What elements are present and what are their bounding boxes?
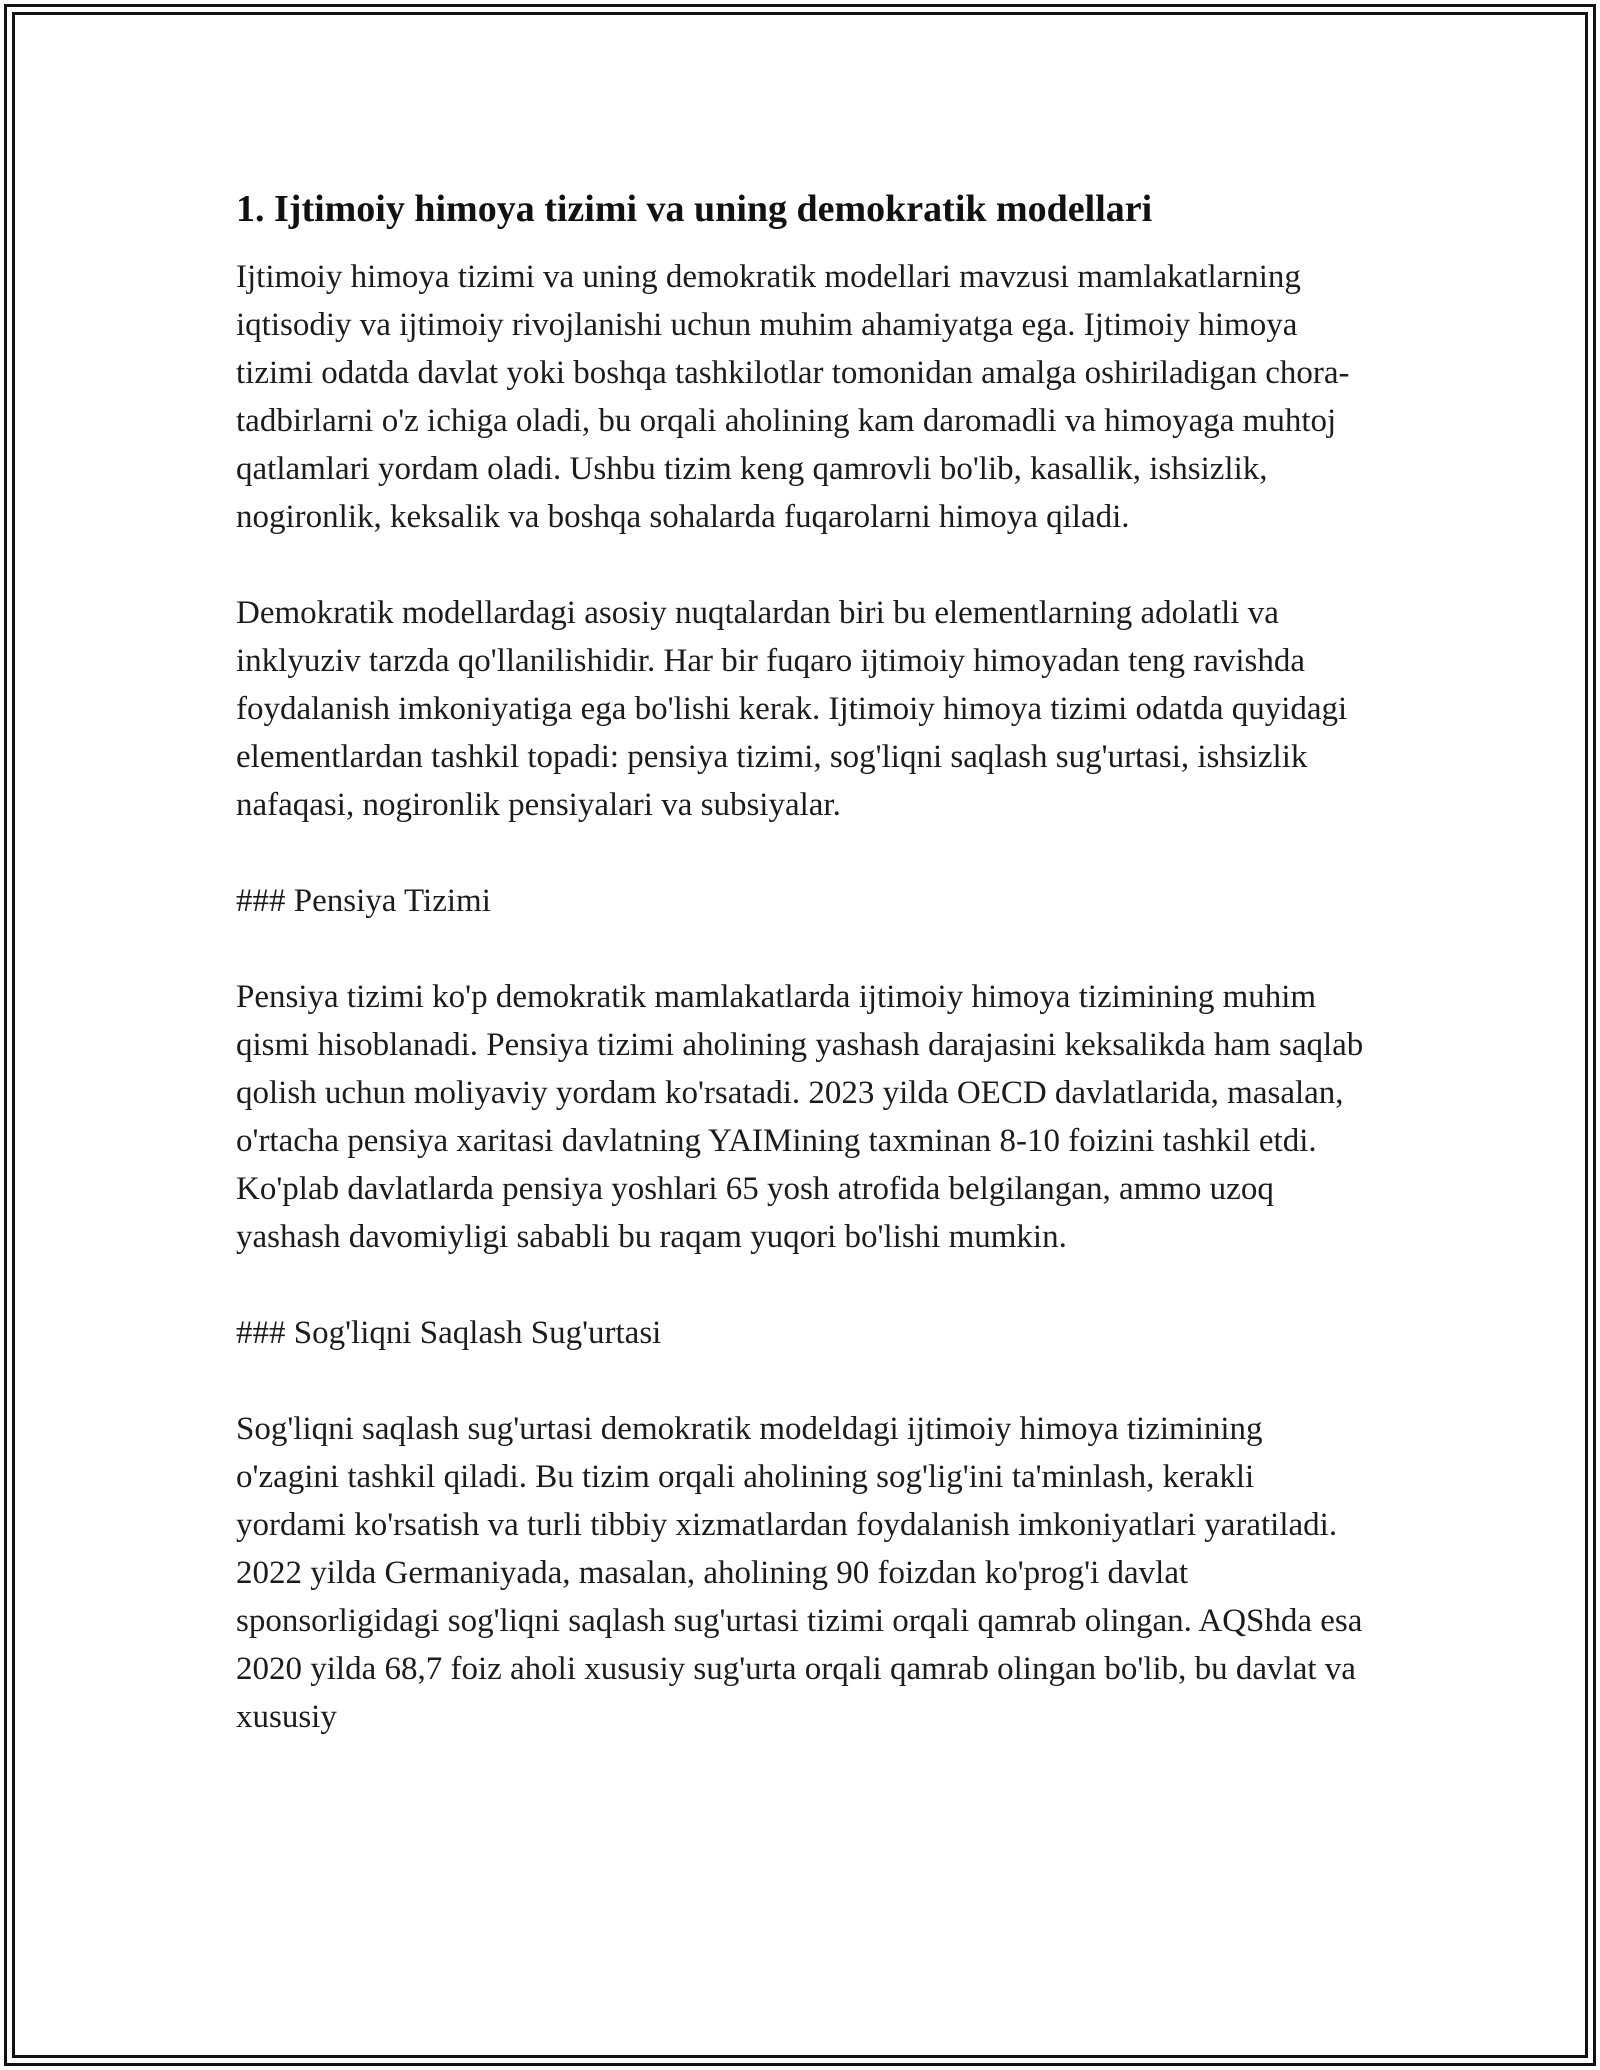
document-title: 1. Ijtimoiy himoya tizimi va uning demokratik modellari [236, 188, 1153, 230]
document-body [236, 185, 1366, 1789]
subheading-health-insurance: ### Sog'liqni Saqlash Sug'urtasi [236, 1315, 662, 1351]
paragraph-health-insurance: Sog'liqni saqlash sug'urtasi demokratik modeldagi ijtimoiy himoya tizimining o'zagini tashkil qiladi. Bu tizim orqali aholining sog'lig'ini ta'minlash, kerakli yordami ko'rsatish va turli tibbiy xizmatlardan foydalanish imkoniyatlari yaratiladi. 2022 yilda Germaniyada, masalan, aholining 90 foizdan ko'prog'i davlat sponsorligidagi sog'liqni saqlash sug'urtasi tizimi orqali qamrab olingan. AQShda esa 2020 yilda 68,7 foiz aholi xususiy sug'urta orqali qamrab olingan bo'lib, bu davlat va xususiy [236, 1411, 1363, 1735]
paragraph-pension-system: Pensiya tizimi ko'p demokratik mamlakatlarda ijtimoiy himoya tizimining muhim qismi hisoblanadi. Pensiya tizimi aholining yashash darajasini keksalikda ham saqlab qolish uchun moliyaviy yordam ko'rsatadi. 2023 yilda OECD davlatlarida, masalan, o'rtacha pensiya xaritasi davlatning YAIMining taxminan 8-10 foizini tashkil etdi. Ko'plab davlatlarda pensiya yoshlari 65 yosh atrofida belgilangan, ammo uzoq yashash davomiyligi sababli bu raqam yuqori bo'lishi mumkin. [236, 979, 1364, 1255]
paragraph-intro: Ijtimoiy himoya tizimi va uning demokratik modellari mavzusi mamlakatlarning iqtisodiy va ijtimoiy rivojlanishi uchun muhim ahamiyatga ega. Ijtimoiy himoya tizimi odatda davlat yoki boshqa tashkilotlar tomonidan amalga oshiriladigan chora-tadbirlarni o'z ichiga oladi, bu orqali aholining kam daromadli va himoyaga muhtoj qatlamlari yordam oladi. Ushbu tizim keng qamrovli bo'lib, kasallik, ishsizlik, nogironlik, keksalik va boshqa sohalarda fuqarolarni himoya qiladi. [236, 259, 1350, 535]
paragraph-democratic-models: Demokratik modellardagi asosiy nuqtalardan biri bu elementlarning adolatli va inklyuziv tarzda qo'llanilishidir. Har bir fuqaro ijtimoiy himoyadan teng ravishda foydalanish imkoniyatiga ega bo'lishi kerak. Ijtimoiy himoya tizimi odatda quyidagi elementlardan tashkil topadi: pensiya tizimi, sog'liqni saqlash sug'urtasi, ishsizlik nafaqasi, nogironlik pensiyalari va subsiyalar. [236, 595, 1348, 823]
subheading-pension-system: ### Pensiya Tizimi [236, 883, 491, 919]
